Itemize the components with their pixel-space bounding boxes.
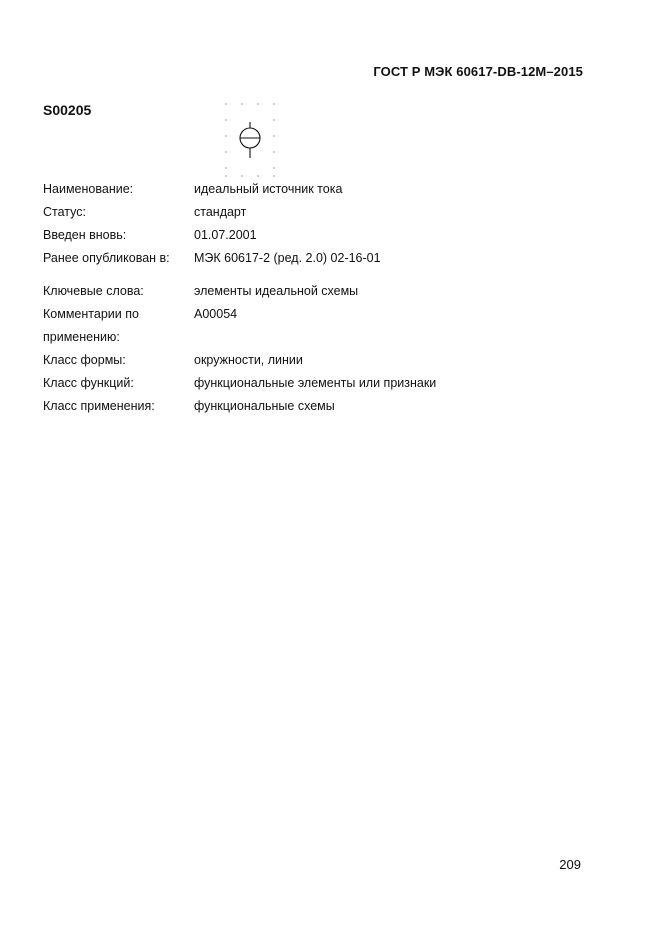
- symbol-fields: [43, 178, 603, 418]
- field-label: применению:: [43, 330, 120, 344]
- field-label: Класс функций:: [43, 376, 134, 390]
- field-label: Ранее опубликован в:: [43, 251, 170, 265]
- field-status: [43, 201, 603, 224]
- field-label: Класс формы:: [43, 353, 126, 367]
- field-application-notes: [43, 303, 603, 326]
- field-label: Класс применения:: [43, 399, 155, 413]
- field-application-notes-cont: [43, 326, 603, 349]
- ideal-current-source-icon: [224, 102, 278, 178]
- field-function-class: [43, 372, 603, 395]
- field-value: идеальный источник тока: [194, 182, 343, 196]
- field-value: A00054: [194, 307, 238, 321]
- field-value: элементы идеальной схемы: [194, 284, 359, 298]
- field-label: Введен вновь:: [43, 228, 127, 242]
- field-value: окружности, линии: [194, 353, 303, 367]
- field-label: Наименование:: [43, 182, 134, 196]
- field-value: стандарт: [194, 205, 247, 219]
- field-value: функциональные элементы или признаки: [194, 376, 437, 390]
- field-label: Статус:: [43, 205, 86, 219]
- field-value: [194, 326, 603, 349]
- field-application-class: [43, 395, 603, 418]
- page-number: 209: [559, 857, 581, 872]
- document-code: ГОСТ Р МЭК 60617-DB-12M–2015: [373, 64, 583, 79]
- field-value: 01.07.2001: [194, 228, 257, 242]
- field-previously-published: [43, 247, 603, 270]
- symbol-id: S00205: [43, 102, 92, 118]
- field-value: функциональные схемы: [194, 399, 335, 413]
- field-introduced: [43, 224, 603, 247]
- field-label: Комментарии по: [43, 307, 139, 321]
- field-shape-class: [43, 349, 603, 372]
- field-keywords: [43, 280, 603, 303]
- field-name: [43, 178, 603, 201]
- field-value: МЭК 60617-2 (ред. 2.0) 02-16-01: [194, 251, 381, 265]
- field-label: Ключевые слова:: [43, 284, 144, 298]
